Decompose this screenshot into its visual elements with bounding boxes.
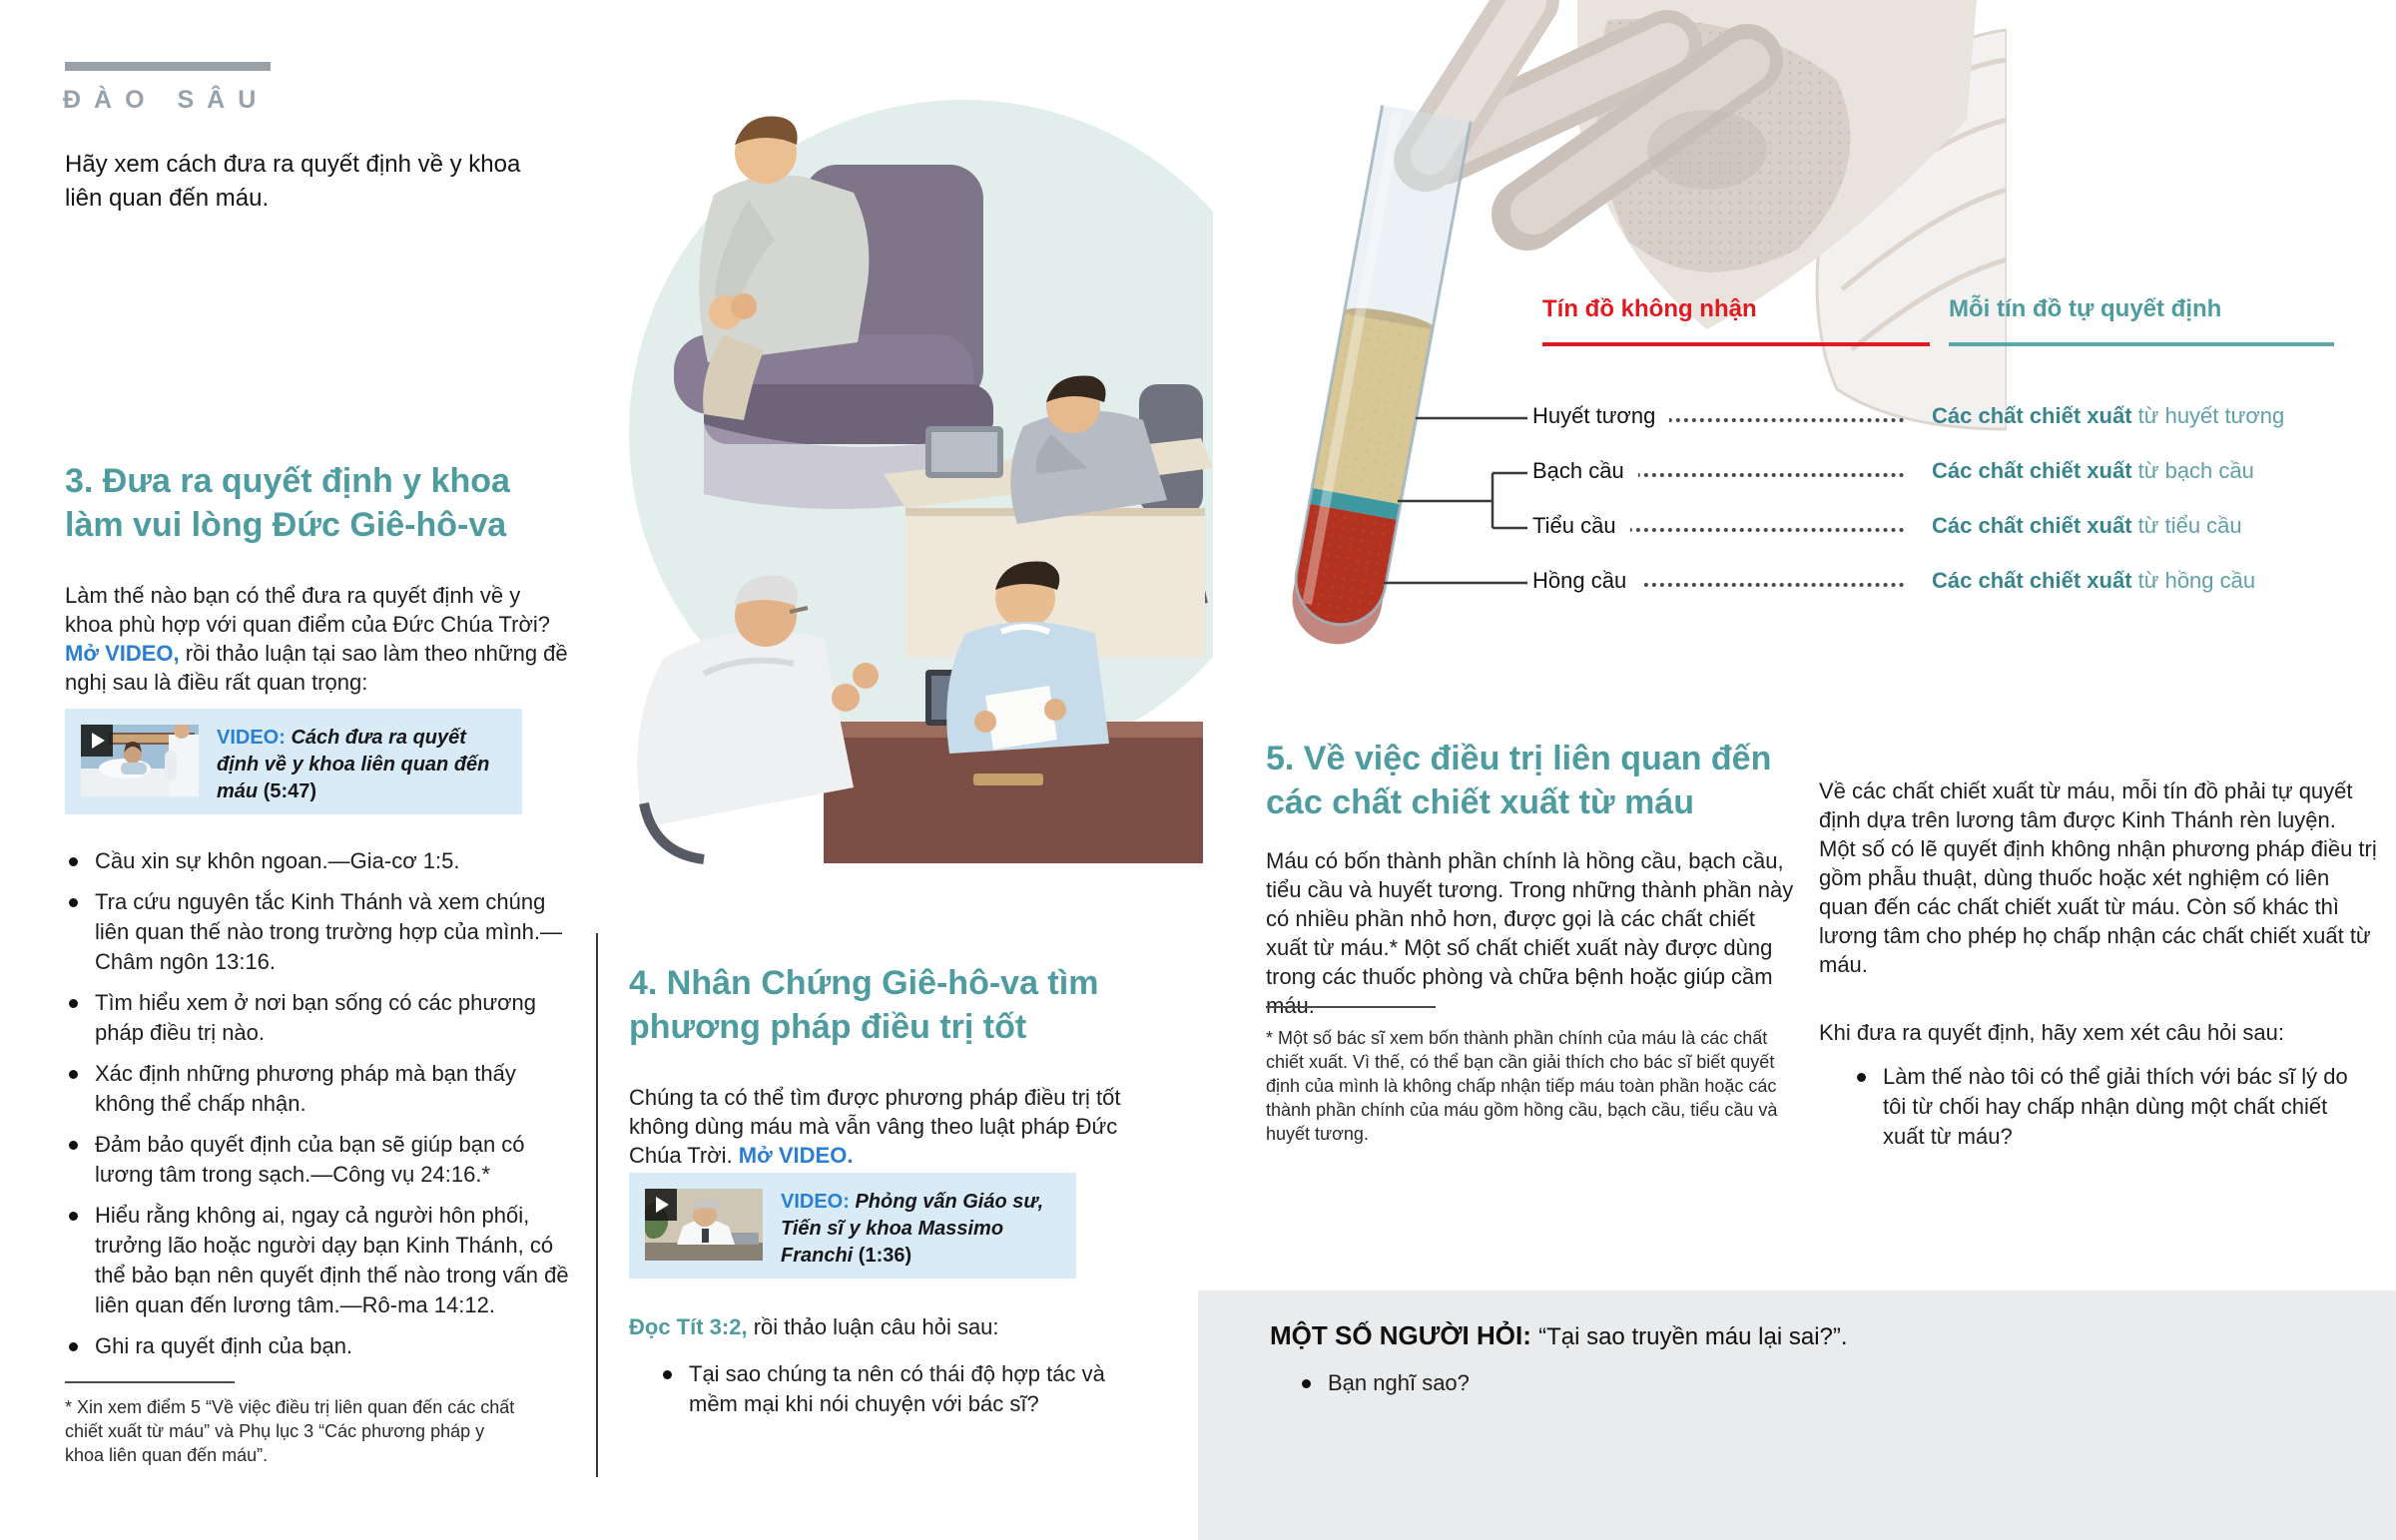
blood-extract-label: Các chất chiết xuất từ huyết tương [1932, 403, 2285, 428]
video-duration: (5:47) [263, 780, 317, 802]
section4-read-rest: rồi thảo luận câu hỏi sau: [747, 1314, 999, 1339]
blood-test-tube [1285, 105, 1471, 651]
kicker-bar [65, 62, 271, 71]
section3-para-text-2: rồi thảo luận tại sao làm theo những đề nghị sau là điều rất quan trọng: [65, 641, 568, 695]
section5-paragraph: Máu có bốn thành phần chính là hồng cầu, bạch cầu, tiểu cầu và huyết tương. Trong những thành phần này có nhiều phần nhỏ hơn, được gọi là các chất chiết xuất từ máu.* Một số chất chiết xuất này được dùng trong các thuốc phòng và chữa bệnh hoặc giúp cầm máu. [1266, 848, 1794, 1018]
section5-heading: 5. Về việc điều trị liên quan đến các chất chiết xuất từ máu [1266, 740, 1772, 821]
section3-footnote: * Xin xem điểm 5 “Về việc điều trị liên quan đến các chất chiết xuất từ máu” và Phụ lục 3 “Các phương pháp y khoa liên quan đến máu”. [65, 1397, 515, 1465]
blood-row-platelets [1532, 513, 2396, 545]
section5-footnote: * Một số bác sĩ xem bốn thành phần chính của máu là các chất chiết xuất. Vì thế, có thể bạn cần giải thích cho bác sĩ biết quyết định của mình là không chấp nhận tiếp máu toàn phần hoặc các thành phần chính của máu gồm hồng cầu, bạch cầu, tiểu cầu và huyết tương. [1266, 1028, 1778, 1144]
ask-box-title: MỘT SỐ NGƯỜI HỎI: “Tại sao truyền máu lại sai?”. [1270, 1320, 1848, 1350]
kicker-title: ĐÀO SÂU [63, 86, 270, 114]
section3-video-link[interactable]: Mở VIDEO, [65, 641, 180, 666]
section4-paragraph [629, 1083, 1138, 1170]
teal-header-rule [1949, 342, 2334, 346]
section3-para-text: Làm thế nào bạn có thể đưa ra quyết định về y khoa phù hợp với quan điểm của Đức Chúa Trời? [65, 583, 551, 637]
section5-col2-paragraph: Về các chất chiết xuất từ máu, mỗi tín đồ phải tự quyết định dựa trên lương tâm được Kinh Thánh rèn luyện. Một số có lẽ quyết định không nhận phương pháp điều trị gồm phẫu thuật, dùng thuốc hoặc xét nghiệm có liên quan đến các chất chiết xuất từ máu. Còn số khác thì lương tâm cho phép họ chấp nhận các chất chiết xuất từ máu. [1819, 778, 2377, 977]
scripture-link[interactable]: Đọc Tít 3:2, [629, 1314, 748, 1339]
video-label: VIDEO: [217, 727, 286, 749]
section4-read-line [629, 1312, 1138, 1341]
section3-bullet-list [65, 846, 569, 1361]
list-item: Ghi ra quyết định của bạn. [95, 1331, 569, 1361]
section4-video-box[interactable] [629, 1173, 1076, 1279]
blood-row-red-cells [1532, 568, 2396, 600]
list-item: Làm thế nào tôi có thể giải thích với bác sĩ lý do tôi từ chối hay chấp nhận dùng một chất chiết xuất từ máu? [1883, 1062, 2372, 1152]
section4-para-text: Chúng ta có thể tìm được phương pháp điều trị tốt không dùng máu mà vẫn vâng theo luật pháp Đức Chúa Trời. [629, 1085, 1121, 1168]
section4-video-link[interactable]: Mở VIDEO. [738, 1143, 854, 1168]
red-header-rule [1542, 342, 1930, 346]
people-illustration [554, 35, 1213, 873]
section4-question-block [659, 1359, 1128, 1430]
list-item: Đảm bảo quyết định của bạn sẽ giúp bạn có lương tâm trong sạch.—Công vụ 24:16.* [95, 1130, 569, 1190]
list-item: Tại sao chúng ta nên có thái độ hợp tác và mềm mại khi nói chuyện với bác sĩ? [689, 1359, 1128, 1419]
intro-text: Hãy xem cách đưa ra quyết định về y khoa liên quan đến máu. [65, 151, 521, 212]
video-label: VIDEO: [781, 1191, 850, 1213]
blood-component-label: Huyết tương [1532, 403, 1669, 429]
blood-extract-label: Các chất chiết xuất từ hồng cầu [1932, 568, 2256, 593]
list-item: Hiểu rằng không ai, ngay cả người hôn phối, trưởng lão hoặc người dạy bạn Kinh Thánh, có thể bảo bạn nên quyết định thế nào trong vấn đề liên quan đến lương tâm.—Rô-ma 14:12. [95, 1201, 569, 1320]
list-item: Cầu xin sự khôn ngoan.—Gia-cơ 1:5. [95, 846, 569, 876]
diagram-header-decide: Mỗi tín đồ tự quyết định [1949, 295, 2222, 322]
blood-component-label: Hồng cầu [1532, 568, 1640, 594]
play-icon[interactable] [81, 725, 113, 757]
play-icon[interactable] [645, 1189, 677, 1221]
blood-extract-label: Các chất chiết xuất từ bạch cầu [1932, 458, 2254, 483]
section3-video-box[interactable] [65, 709, 522, 814]
blood-extract-label: Các chất chiết xuất từ tiểu cầu [1932, 513, 2242, 538]
section5-question-block [1853, 1062, 2372, 1163]
ask-box-bullet: Bạn nghĩ sao? [1328, 1370, 1470, 1395]
video-duration: (1:36) [858, 1245, 912, 1267]
some-people-ask-box [1198, 1290, 2396, 1540]
section3-video-caption [217, 725, 506, 805]
section4-video-thumbnail[interactable] [645, 1189, 763, 1261]
section5-col2-lead: Khi đưa ra quyết định, hãy xem xét câu hỏi sau: [1819, 1020, 2284, 1045]
footnote-divider [1266, 1006, 1436, 1008]
video-title: Phỏng vấn Giáo sư, Tiến sĩ y khoa Massimo Franchi [781, 1191, 1044, 1267]
blood-row-white-cells [1532, 458, 2396, 490]
section4-heading: 4. Nhân Chứng Giê-hô-va tìm phương pháp điều trị tốt [629, 964, 1099, 1046]
diagram-header-refuse: Tín đồ không nhận [1542, 295, 1757, 322]
list-item: Xác định những phương pháp mà bạn thấy không thể chấp nhận. [95, 1059, 569, 1119]
list-item: Tra cứu nguyên tắc Kinh Thánh và xem chúng liên quan thế nào trong trường hợp của mình.—Châm ngôn 13:16. [95, 887, 569, 977]
video-title: Cách đưa ra quyết định về y khoa liên quan đến máu [217, 727, 490, 802]
section3-video-thumbnail[interactable] [81, 725, 199, 796]
section3-heading: 3. Đưa ra quyết định y khoa làm vui lòng Đức Giê-hô-va [65, 462, 510, 544]
list-item: Tìm hiểu xem ở nơi bạn sống có các phương pháp điều trị nào. [95, 988, 569, 1048]
section4-video-caption [781, 1189, 1060, 1270]
column-divider [596, 933, 598, 1477]
section3-paragraph [65, 581, 569, 697]
blood-component-label: Bạch cầu [1532, 458, 1638, 484]
section3-list-block [65, 846, 569, 1467]
gloved-hand [1426, 0, 2007, 429]
footnote-divider [65, 1381, 235, 1383]
blood-row-plasma [1532, 403, 2396, 435]
ask-box-quote: “Tại sao truyền máu lại sai?”. [1538, 1323, 1848, 1350]
blood-component-label: Tiểu cầu [1532, 513, 1630, 539]
